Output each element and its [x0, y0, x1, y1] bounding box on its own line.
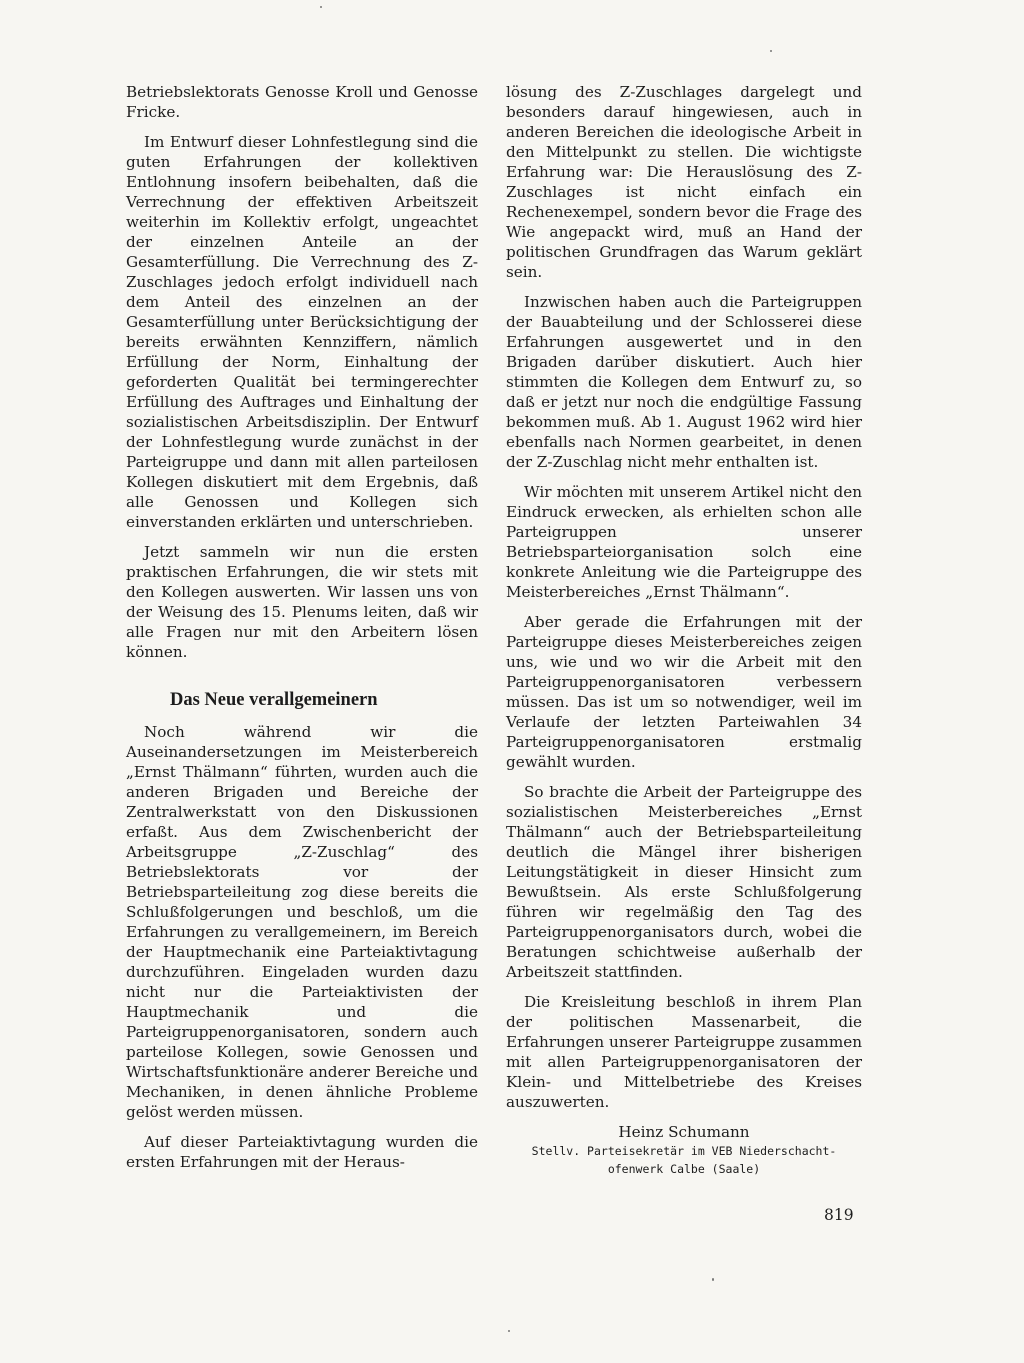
paragraph: Wir möchten mit unserem Artikel nicht den Eindruck erwecken, als erhielten schon alle Parteigruppen unserer Betriebsparteiorganisation solch eine konkrete Anleitung wie die Parteigruppe des Meisterbereiches „Ernst Thälmann“. [506, 483, 862, 601]
scan-speck [770, 50, 772, 52]
author-name: Heinz Schumann [618, 1123, 750, 1141]
paragraph: So brachte die Arbeit der Parteigruppe des sozialistischen Meisterbereiches „Ernst Thälmann“ auch der Betriebsparteileitung deutlich die Mängel ihrer bisherigen Leitungstätigkeit in dieser Hinsicht zum Bewußtsein. Als erste Schlußfolgerung führen wir regelmäßig den Tag des Parteigruppenorganisators durch, wobei die Beratungen schichtweise außerhalb der Arbeitszeit stattfinden. [506, 783, 862, 981]
scan-speck [508, 1330, 510, 1332]
left-column [126, 82, 478, 1182]
author-role-line-1: Stellv. Parteisekretär im VEB Niederschacht- [531, 1144, 837, 1158]
paragraph: Aber gerade die Erfahrungen mit der Parteigruppe dieses Meisterbereiches zeigen uns, wie und wo wir die Arbeit mit den Parteigruppenorganisatoren verbessern müssen. Das ist um so notwendiger, weil im Verlaufe der letzten Parteiwahlen 34 Parteigruppenorganisatoren erstmalig gewählt wurden. [506, 613, 862, 771]
paragraph: Noch während wir die Auseinandersetzungen im Meisterbereich „Ernst Thälmann“ führten, wurden auch die anderen Brigaden und Bereiche der Zentralwerkstatt von den Diskussionen erfaßt. Aus dem Zwischenbericht der Arbeitsgruppe „Z-Zuschlag“ des Betriebslektorats vor der Betriebsparteileitung zog diese bereits die Schlußfolgerungen und beschloß, um die Erfahrungen zu verallgemeinern, im Bereich der Hauptmechanik eine Parteiaktivtagung durchzuführen. Eingeladen wurden dazu nicht nur die Parteiaktivisten der Hauptmechanik und die Parteigruppenorganisatoren, sondern auch parteilose Kollegen, sowie Genossen und Wirtschaftsfunktionäre anderer Bereiche und Mechaniken, in denen ähnliche Probleme gelöst werden müssen. [126, 723, 478, 1121]
paragraph: Die Kreisleitung beschloß in ihrem Plan der politischen Massenarbeit, die Erfahrungen unserer Parteigruppe zusammen mit allen Parteigruppenorganisatoren der Klein- und Mittelbetriebe des Kreises auszuwerten. [506, 993, 862, 1111]
scan-speck [712, 1278, 714, 1281]
right-column [506, 82, 862, 1178]
page-number: 819 [824, 1206, 854, 1224]
scan-speck [320, 6, 322, 8]
paragraph: Im Entwurf dieser Lohnfestlegung sind die guten Erfahrungen der kollektiven Entlohnung insofern beibehalten, daß die Verrechnung der effektiven Arbeitszeit weiterhin im Kollektiv erfolgt, ungeachtet der einzelnen Anteile an der Gesamterfüllung. Die Verrechnung des Z-Zuschlages jedoch erfolgt individuell nach dem Anteil des einzelnen an der Gesamterfüllung unter Berücksichtigung der bereits erwähnten Kennziffern, nämlich Erfüllung der Norm, Einhaltung der geforderten Qualität bei termingerechter Erfüllung des Auftrages und Einhaltung der sozialistischen Arbeitsdisziplin. Der Entwurf der Lohnfestlegung wurde zunächst in der Parteigruppe und dann mit allen parteilosen Kollegen diskutiert mit dem Ergebnis, daß alle Genossen und Kollegen sich einverstanden erklärten und unterschrieben. [126, 133, 478, 531]
paragraph: Betriebslektorats Genosse Kroll und Genosse Fricke. [126, 83, 478, 121]
author-role-line-2: ofenwerk Calbe (Saale) [607, 1162, 761, 1176]
paragraph: Inzwischen haben auch die Parteigruppen der Bauabteilung und der Schlosserei diese Erfahrungen ausgewertet und in den Brigaden darüber diskutiert. Auch hier stimmten die Kollegen dem Entwurf zu, so daß er jetzt nur noch die endgültige Fassung bekommen muß. Ab 1. August 1962 wird hier ebenfalls nach Normen gearbeitet, in denen der Z-Zuschlag nicht mehr enthalten ist. [506, 293, 862, 471]
paragraph: lösung des Z-Zuschlages dargelegt und besonders darauf hingewiesen, auch in anderen Bereichen die ideologische Arbeit in den Mittelpunkt zu stellen. Die wichtigste Erfahrung war: Die Herauslösung des Z-Zuschlages ist nicht einfach ein Rechenexempel, sondern bevor die Frage des Wie angepackt wird, muß an Hand der politischen Grundfragen das Warum geklärt sein. [506, 83, 862, 281]
paragraph: Auf dieser Parteiaktivtagung wurden die ersten Erfahrungen mit der Heraus- [126, 1133, 478, 1171]
section-heading: Das Neue verallgemeinern [170, 690, 378, 710]
paragraph: Jetzt sammeln wir nun die ersten praktischen Erfahrungen, die wir stets mit den Kollegen auswerten. Wir lassen uns von der Weisung des 15. Plenums leiten, daß wir alle Fragen nur mit den Arbeitern lösen können. [126, 543, 478, 661]
